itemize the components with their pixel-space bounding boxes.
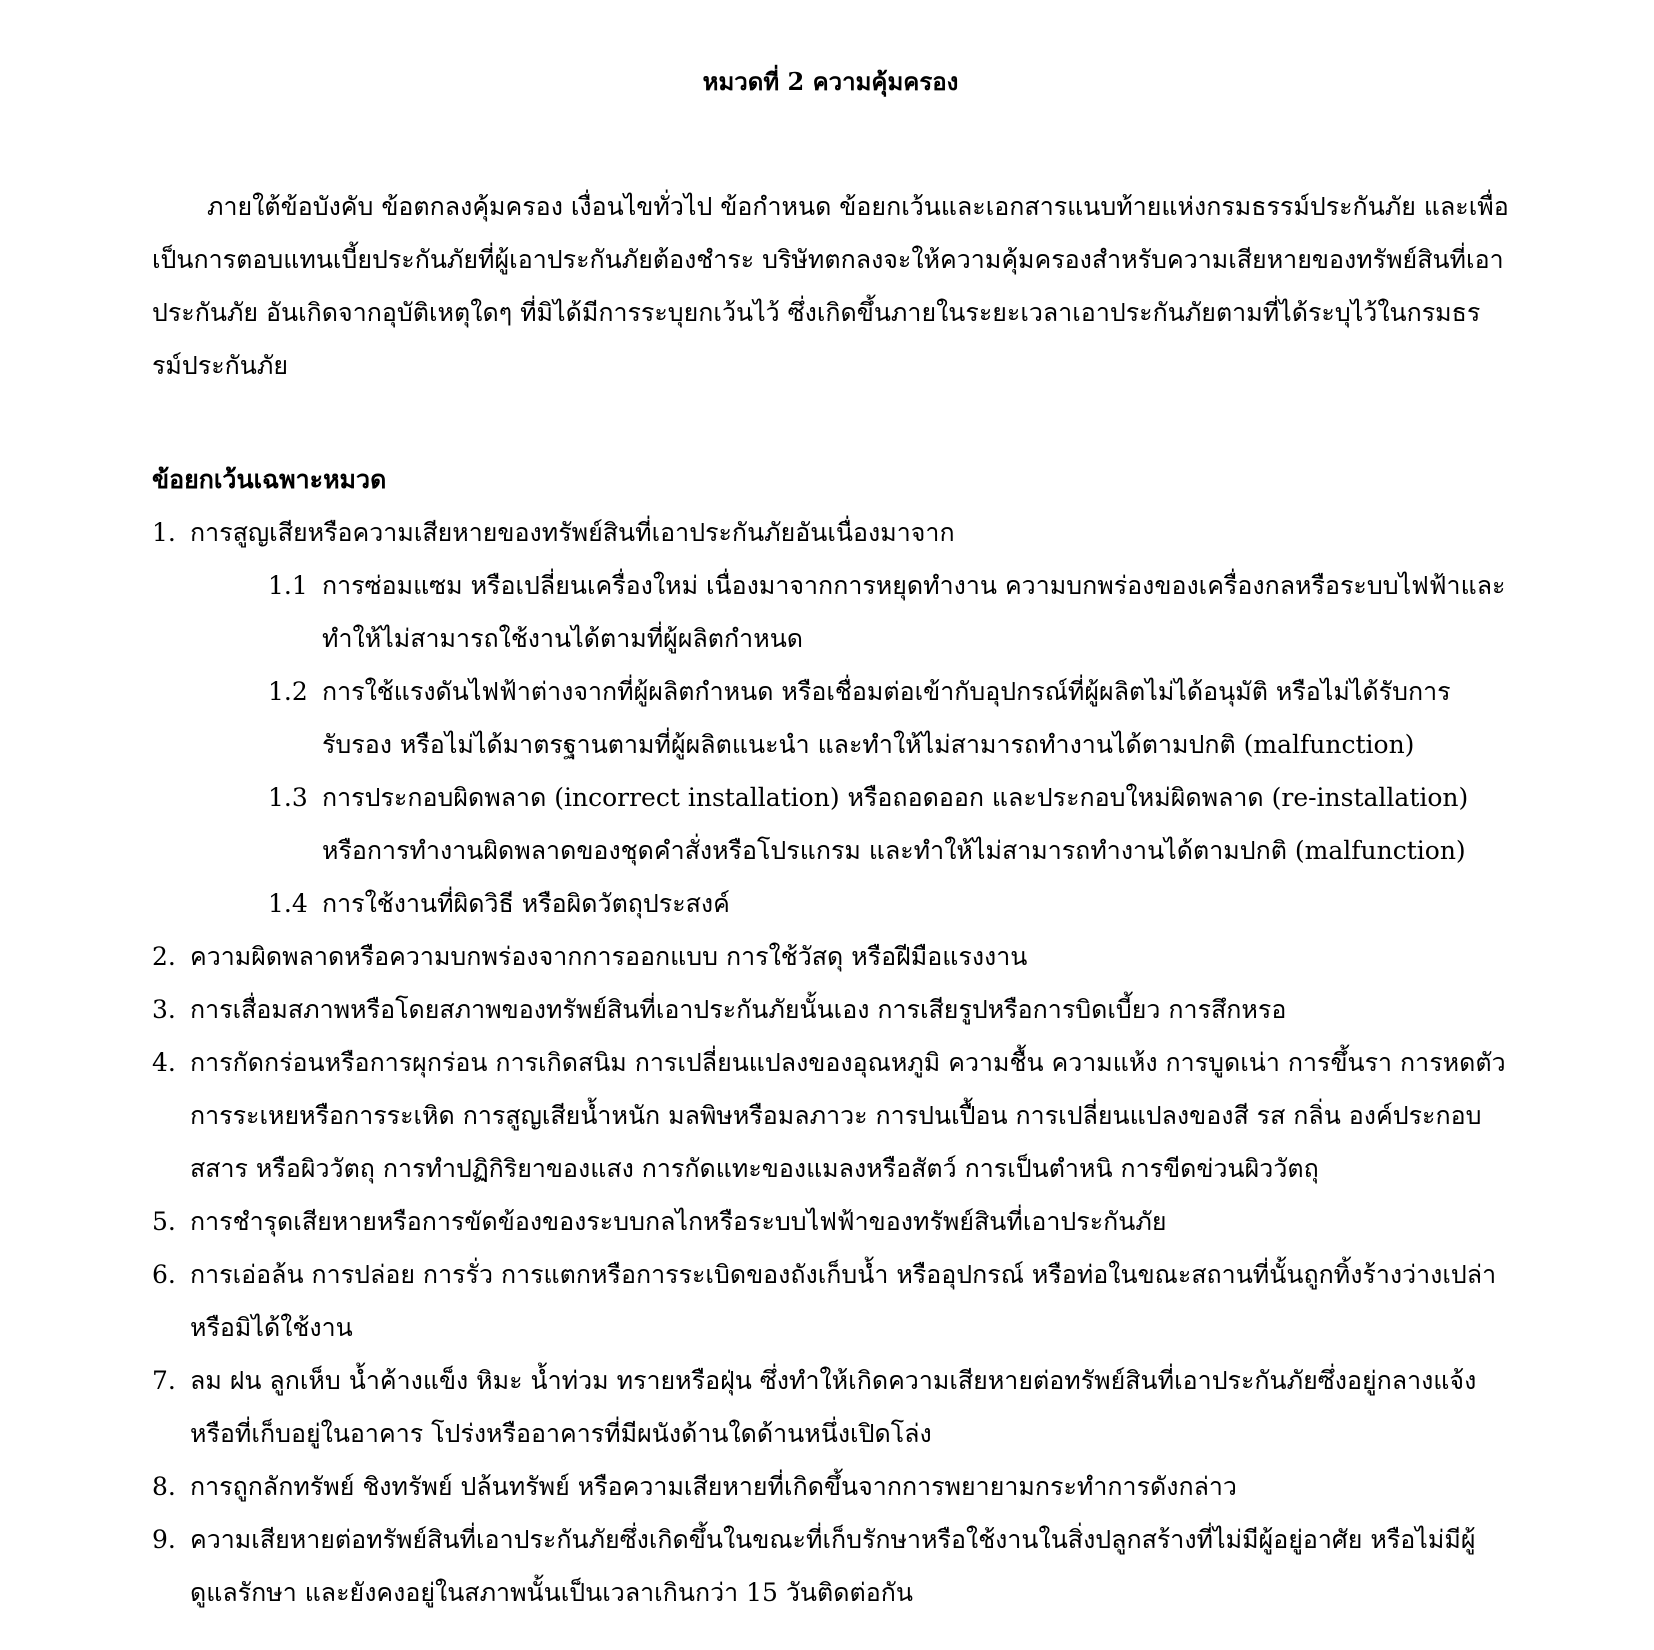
exclusion-item [152, 1195, 1509, 1248]
section-title: หมวดที่ 2 ความคุ้มครอง [702, 67, 959, 96]
exclusion-subitem-text: การใช้งานที่ผิดวิธี หรือผิดวัตถุประสงค์ [322, 889, 730, 918]
exclusion-number: 3. [152, 995, 176, 1024]
exclusion-subitem [268, 559, 1509, 665]
exclusion-item [152, 1513, 1509, 1619]
exclusions-heading: ข้อยกเว้นเฉพาะหมวด [152, 465, 387, 494]
exclusion-number: 5. [152, 1207, 176, 1236]
exclusion-text: การถูกลักทรัพย์ ชิงทรัพย์ ปล้นทรัพย์ หรือความเสียหายที่เกิดขึ้นจากการพยายามกระทำการดังกล่าว [190, 1472, 1237, 1501]
exclusion-number: 4. [152, 1048, 176, 1077]
exclusion-text: ลม ฝน ลูกเห็บ น้ำค้างแข็ง หิมะ น้ำท่วม ทรายหรือฝุ่น ซึ่งทำให้เกิดความเสียหายต่อทรัพย์สินที่เอาประกันภัยซึ่งอยู่กลางแจ้งหรือที่เก็บอยู่ในอาคาร โปร่งหรืออาคารที่มีผนังด้านใดด้านหนึ่งเปิดโล่ง [190, 1366, 1477, 1448]
exclusion-number: 9. [152, 1525, 176, 1554]
intro-paragraph: ภายใต้ข้อบังคับ ข้อตกลงคุ้มครอง เงื่อนไขทั่วไป ข้อกำหนด ข้อยกเว้นและเอกสารแนบท้ายแห่งกรมธรรม์ประกันภัย และเพื่อเป็นการตอบแทนเบี้ยประกันภัยที่ผู้เอาประกันภัยต้องชำระ บริษัทตกลงจะให้ความคุ้มครองสำหรับความเสียหายของทรัพย์สินที่เอาประกันภัย อันเกิดจากอุบัติเหตุใดๆ ที่มิได้มีการระบุยกเว้นไว้ ซึ่งเกิดขึ้นภายในระยะเวลาเอาประกันภัยตามที่ได้ระบุไว้ในกรมธรรม์ประกันภัย [152, 192, 1509, 380]
exclusions-list-continued [152, 930, 1509, 1619]
exclusion-number: 1. [152, 518, 176, 547]
exclusion-text: การเอ่อล้น การปล่อย การรั่ว การแตกหรือการระเบิดของถังเก็บน้ำ หรืออุปกรณ์ หรือท่อในขณะสถานที่นั้นถูกทิ้งร้างว่างเปล่าหรือมิได้ใช้งาน [190, 1260, 1497, 1342]
exclusion-sublist [152, 559, 1509, 930]
exclusion-number: 6. [152, 1260, 176, 1289]
exclusion-item [152, 1036, 1509, 1195]
exclusion-subitem-number: 1.4 [268, 889, 308, 918]
exclusion-number: 7. [152, 1366, 176, 1395]
exclusion-subitem-text: การซ่อมแซม หรือเปลี่ยนเครื่องใหม่ เนื่องมาจากการหยุดทำงาน ความบกพร่องของเครื่องกลหรือระบบไฟฟ้าและทำให้ไม่สามารถใช้งานได้ตามที่ผู้ผลิตกำหนด [322, 571, 1506, 653]
exclusion-subitem-number: 1.3 [268, 783, 308, 812]
exclusion-text: ความผิดพลาดหรือความบกพร่องจากการออกแบบ การใช้วัสดุ หรือฝีมือแรงงาน [190, 942, 1028, 971]
exclusion-item [152, 1354, 1509, 1460]
exclusion-subitem-number: 1.2 [268, 677, 308, 706]
exclusion-number: 2. [152, 942, 176, 971]
exclusion-subitem [268, 877, 1509, 930]
exclusion-text: การกัดกร่อนหรือการผุกร่อน การเกิดสนิม การเปลี่ยนแปลงของอุณหภูมิ ความชื้น ความแห้ง การบูดเน่า การขึ้นรา การหดตัว การระเหยหรือการระเหิด การสูญเสียน้ำหนัก มลพิษหรือมลภาวะ การปนเปื้อน การเปลี่ยนแปลงของสี รส กลิ่น องค์ประกอบสสาร หรือผิววัตถุ การทำปฏิกิริยาของแสง การกัดแทะของแมลงหรือสัตว์ การเป็นตำหนิ การขีดข่วนผิววัตถุ [190, 1048, 1506, 1183]
exclusion-subitem-text: การประกอบผิดพลาด (incorrect installation) หรือถอดออก และประกอบใหม่ผิดพลาด (re-installation) หรือการทำงานผิดพลาดของชุดคำสั่งหรือโปรแกรม และทำให้ไม่สามารถทำงานได้ตามปกติ (malfunction) [322, 783, 1469, 865]
exclusion-text: การชำรุดเสียหายหรือการขัดข้องของระบบกลไกหรือระบบไฟฟ้าของทรัพย์สินที่เอาประกันภัย [190, 1207, 1167, 1236]
exclusion-text: การเสื่อมสภาพหรือโดยสภาพของทรัพย์สินที่เอาประกันภัยนั้นเอง การเสียรูปหรือการบิดเบี้ยว การสึกหรอ [190, 995, 1287, 1024]
exclusion-item [152, 506, 1509, 559]
exclusion-item [152, 983, 1509, 1036]
exclusion-item [152, 1460, 1509, 1513]
exclusion-subitem [268, 771, 1509, 877]
exclusion-number: 8. [152, 1472, 176, 1501]
exclusion-subitem-text: การใช้แรงดันไฟฟ้าต่างจากที่ผู้ผลิตกำหนด หรือเชื่อมต่อเข้ากับอุปกรณ์ที่ผู้ผลิตไม่ได้อนุมัติ หรือไม่ได้รับการรับรอง หรือไม่ได้มาตรฐานตามที่ผู้ผลิตแนะนำ และทำให้ไม่สามารถทำงานได้ตามปกติ (malfunction) [322, 677, 1451, 759]
exclusion-text: ความเสียหายต่อทรัพย์สินที่เอาประกันภัยซึ่งเกิดขึ้นในขณะที่เก็บรักษาหรือใช้งานในสิ่งปลูกสร้างที่ไม่มีผู้อยู่อาศัย หรือไม่มีผู้ดูแลรักษา และยังคงอยู่ในสภาพนั้นเป็นเวลาเกินกว่า 15 วันติดต่อกัน [190, 1525, 1476, 1607]
exclusion-subitem-number: 1.1 [268, 571, 308, 600]
exclusion-item [152, 1248, 1509, 1354]
exclusions-list [152, 506, 1509, 559]
exclusion-subitem [268, 665, 1509, 771]
exclusion-text: การสูญเสียหรือความเสียหายของทรัพย์สินที่เอาประกันภัยอันเนื่องมาจาก [190, 518, 955, 547]
exclusion-item [152, 930, 1509, 983]
